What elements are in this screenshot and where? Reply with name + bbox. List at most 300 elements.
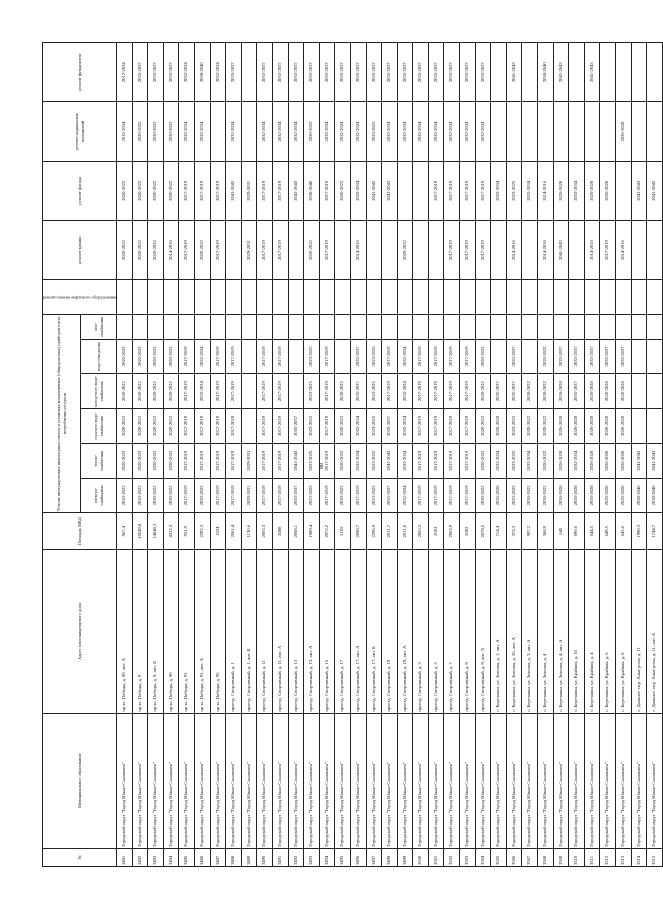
table-row — [553, 43, 569, 867]
cell-heat: 2032-2034 — [397, 443, 413, 478]
cell-area: 2072,2 — [319, 513, 335, 550]
cell-facade — [491, 102, 507, 161]
cell-address: с. Березняки, ул. Зеленая, д. 4, лит. А — [553, 550, 569, 714]
cell-elevator — [397, 280, 413, 315]
cell-electric: 2020-2022 — [522, 478, 538, 513]
cell-hot-water: 2020-2022 — [538, 409, 554, 444]
cell-municipality: Городской округ "Город Южно-Сахалинск" — [584, 713, 600, 848]
table-row — [257, 43, 273, 867]
cell-facade — [553, 102, 569, 161]
rotated-page — [42, 42, 657, 867]
cell-cold-water: 2035-2037 — [569, 374, 585, 409]
cell-foundation: 2038-2040 — [538, 43, 554, 102]
cell-roof: 2014-2016 — [163, 220, 179, 279]
cell-foundation: 2035-2037 — [226, 43, 242, 102]
cell-cold-water: 2020-2022 — [163, 374, 179, 409]
cell-row-num: 3486 — [194, 848, 210, 866]
cell-gas — [132, 315, 148, 340]
cell-facade: 2032-2034 — [272, 102, 288, 161]
cell-sewer: 2020-2022 — [148, 339, 164, 374]
cell-sewer: 2020-2022 — [117, 339, 133, 374]
cell-roof — [569, 220, 585, 279]
cell-municipality: Городской округ "Город Южно-Сахалинск" — [616, 713, 632, 848]
table-row — [366, 43, 382, 867]
cell-municipality: Городской округ "Город Южно-Сахалинск" — [117, 713, 133, 848]
cell-row-num: 3504 — [475, 848, 491, 866]
cell-heat: 2017-2019 — [413, 443, 429, 478]
cell-address: пр-кт. Победы, д. 9, лит. Б — [148, 550, 164, 714]
cell-sewer: 2023-2025 — [366, 339, 382, 374]
cell-hot-water: 2017-2019 — [210, 409, 226, 444]
cell-gas — [600, 315, 616, 340]
cell-facade — [241, 102, 257, 161]
table-row — [335, 43, 351, 867]
cell-sewer — [522, 339, 538, 374]
cell-basement — [413, 161, 429, 220]
cell-address: с. Березняки, ул. Крайняя, д. 10 — [569, 550, 585, 714]
cell-row-num: 3509 — [553, 848, 569, 866]
cell-municipality: Городской округ "Город Южно-Сахалинск" — [226, 713, 242, 848]
cell-basement: 2041-2043 — [366, 161, 382, 220]
cell-hot-water: 2032-2034 — [350, 409, 366, 444]
cell-cold-water: 2017-2019 — [257, 374, 273, 409]
cell-row-num: 3501 — [428, 848, 444, 866]
cell-cold-water: 2035-2037 — [491, 374, 507, 409]
cell-foundation — [569, 43, 585, 102]
cell-electric: 2017-2019 — [460, 478, 476, 513]
cell-heat: 2041-2043 — [288, 443, 304, 478]
cell-facade: 2032-2034 — [335, 102, 351, 161]
cell-electric: 2017-2019 — [413, 478, 429, 513]
cell-area: 2098,7 — [350, 513, 366, 550]
cell-gas — [569, 315, 585, 340]
cell-electric: 2020-2022 — [335, 478, 351, 513]
cell-hot-water: 2020-2022 — [148, 409, 164, 444]
cell-basement: 2020-2022 — [117, 161, 133, 220]
cell-facade: 2020-2025 — [304, 102, 320, 161]
cell-row-num: 3502 — [444, 848, 460, 866]
cell-foundation: 2038-2040 — [194, 43, 210, 102]
cell-row-num: 3483 — [148, 848, 164, 866]
cell-elevator — [335, 280, 351, 315]
cell-elevator — [460, 280, 476, 315]
col-header-metering-group: Ремонт внутридомовых инженерных систем и установка коллективных (общедомовых) приборов учета потребления ресурсов — [43, 315, 81, 513]
cell-area: 2063,9 — [444, 513, 460, 550]
cell-facade — [631, 102, 647, 161]
repair-schedule-table-container — [42, 42, 657, 867]
cell-gas — [148, 315, 164, 340]
cell-electric: 2017-2019 — [257, 478, 273, 513]
cell-hot-water: 2020-2022 — [475, 409, 491, 444]
cell-municipality: Городской округ "Город Южно-Сахалинск" — [538, 713, 554, 848]
cell-gas — [444, 315, 460, 340]
col-header-sewer: водо-отведения — [81, 339, 117, 374]
cell-address: проезд. Спортивный, д. 13 — [288, 550, 304, 714]
cell-electric: 2020-2022 — [132, 478, 148, 513]
cell-address: с. Березняки, ул. Зеленая, д. 4 — [538, 550, 554, 714]
table-row — [319, 43, 335, 867]
cell-area: 690,6 — [569, 513, 585, 550]
cell-elevator — [226, 280, 242, 315]
cell-municipality: Городской округ "Город Южно-Сахалинск" — [491, 713, 507, 848]
cell-sewer: 2020-2022 — [538, 339, 554, 374]
cell-heat: 2020-2022 — [163, 443, 179, 478]
cell-heat: 2041-2043 — [647, 443, 663, 478]
cell-foundation: 2035-2037 — [382, 43, 398, 102]
cell-row-num: 3488 — [226, 848, 242, 866]
cell-foundation: 2035-2037 — [257, 43, 273, 102]
cell-roof — [631, 220, 647, 279]
cell-roof — [413, 220, 429, 279]
cell-sewer: 2020-2022 — [132, 339, 148, 374]
cell-gas — [522, 315, 538, 340]
cell-facade: 2032-2034 — [179, 102, 195, 161]
cell-cold-water: 2026-2028 — [616, 374, 632, 409]
cell-gas — [382, 315, 398, 340]
cell-basement: 2017-2019 — [179, 161, 195, 220]
cell-gas — [350, 315, 366, 340]
cell-sewer: 2035-2037 — [584, 339, 600, 374]
cell-heat: 2017-2019 — [272, 443, 288, 478]
cell-hot-water: 2023-2025 — [304, 409, 320, 444]
cell-basement: 2038-2040 — [304, 161, 320, 220]
cell-heat: 2023-2025 — [304, 443, 320, 478]
cell-area: 1744,7 — [647, 513, 663, 550]
cell-gas — [272, 315, 288, 340]
cell-heat: 2017-2019 — [444, 443, 460, 478]
cell-gas — [179, 315, 195, 340]
col-header-electric: электро-снабжения — [81, 478, 117, 513]
cell-cold-water: 2020-2022 — [522, 374, 538, 409]
cell-facade: 2032-2034 — [350, 102, 366, 161]
cell-row-num: 3494 — [319, 848, 335, 866]
cell-electric: 2032-2034 — [397, 478, 413, 513]
col-header-gas: газо-снабжения — [81, 315, 117, 340]
cell-area: 2082 — [460, 513, 476, 550]
cell-hot-water — [631, 409, 647, 444]
cell-electric: 2017-2019 — [444, 478, 460, 513]
cell-address: проезд. Спортивный, д. 11 — [257, 550, 273, 714]
cell-cold-water: 2020-2022 — [538, 374, 554, 409]
table-body — [117, 43, 663, 867]
cell-address: проезд. Спортивный, д. 17 — [335, 550, 351, 714]
cell-hot-water: 2020-2022 — [335, 409, 351, 444]
cell-row-num: 3514 — [631, 848, 647, 866]
cell-area: 2065,5 — [413, 513, 429, 550]
cell-elevator — [148, 280, 164, 315]
table-row — [132, 43, 148, 867]
cell-electric: 2020-2022 — [194, 478, 210, 513]
cell-elevator — [241, 280, 257, 315]
cell-address: с. Березняки, ул. Крайняя, д. 6 — [600, 550, 616, 714]
cell-basement: 2026-2028 — [600, 161, 616, 220]
cell-facade: 2032-2034 — [194, 102, 210, 161]
cell-gas — [616, 315, 632, 340]
table-row — [194, 43, 210, 867]
cell-hot-water: 2023-2025 — [506, 409, 522, 444]
cell-municipality: Городской округ "Город Южно-Сахалинск" — [319, 713, 335, 848]
cell-facade — [569, 102, 585, 161]
cell-sewer: 2032-2034 — [397, 339, 413, 374]
cell-row-num: 3495 — [335, 848, 351, 866]
cell-gas — [413, 315, 429, 340]
cell-address: с. Березняки, ул. Зеленая, д. 3, лит. А — [522, 550, 538, 714]
cell-elevator — [350, 280, 366, 315]
cell-elevator — [210, 280, 226, 315]
table-row — [569, 43, 585, 867]
cell-row-num: 3491 — [272, 848, 288, 866]
cell-foundation: 2032-2034 — [210, 43, 226, 102]
cell-foundation: 2035-2037 — [335, 43, 351, 102]
cell-elevator — [475, 280, 491, 315]
cell-area: 645 — [553, 513, 569, 550]
cell-area: 4312,3 — [163, 513, 179, 550]
cell-facade — [522, 102, 538, 161]
cell-sewer: 2017-2019 — [179, 339, 195, 374]
cell-gas — [210, 315, 226, 340]
cell-facade — [538, 102, 554, 161]
cell-cold-water: 2032-2034 — [397, 374, 413, 409]
table-row — [272, 43, 288, 867]
cell-electric: 2017-2019 — [179, 478, 195, 513]
cell-elevator — [413, 280, 429, 315]
cell-area: 714,4 — [491, 513, 507, 550]
cell-roof: 2017-2019 — [179, 220, 195, 279]
cell-facade: 2032-2034 — [444, 102, 460, 161]
cell-gas — [163, 315, 179, 340]
cell-roof: 2017-2019 — [210, 220, 226, 279]
cell-facade: 2032-2034 — [382, 102, 398, 161]
cell-heat: 2020-2022 — [117, 443, 133, 478]
cell-municipality: Городской округ "Город Южно-Сахалинск" — [272, 713, 288, 848]
cell-sewer: 2035-2037 — [506, 339, 522, 374]
cell-sewer — [491, 339, 507, 374]
cell-row-num: 3515 — [647, 848, 663, 866]
cell-foundation: 2012-2034 — [117, 43, 133, 102]
table-row — [428, 43, 444, 867]
cell-sewer: 2017-2019 — [319, 339, 335, 374]
cell-cold-water — [241, 374, 257, 409]
table-row — [631, 43, 647, 867]
cell-roof — [428, 220, 444, 279]
cell-elevator — [584, 280, 600, 315]
cell-sewer: 2020-2022 — [475, 339, 491, 374]
cell-municipality: Городской округ "Город Южно-Сахалинск" — [304, 713, 320, 848]
cell-elevator — [304, 280, 320, 315]
cell-address: с. Березняки, ул. Зеленая, д. 26, лит. А — [506, 550, 522, 714]
cell-sewer — [288, 339, 304, 374]
cell-hot-water: 2032-2034 — [397, 409, 413, 444]
cell-area: 2292,3 — [194, 513, 210, 550]
cell-address: с. Березняки, ул. Крайняя, д. 4 — [584, 550, 600, 714]
cell-basement: 2041-2043 — [382, 161, 398, 220]
cell-foundation: 2035-2037 — [475, 43, 491, 102]
table-row — [241, 43, 257, 867]
cell-heat: 2026-2028 — [553, 443, 569, 478]
cell-roof: 2014-2016 — [584, 220, 600, 279]
cell-sewer: 2017-2019 — [444, 339, 460, 374]
cell-municipality: Городской округ "Город Южно-Сахалинск" — [647, 713, 663, 848]
cell-roof — [522, 220, 538, 279]
cell-foundation — [647, 43, 663, 102]
table-row — [382, 43, 398, 867]
cell-roof: 2020-2022 — [117, 220, 133, 279]
cell-roof: 2017-2019 — [475, 220, 491, 279]
cell-electric: 2020-2022 — [148, 478, 164, 513]
cell-facade — [506, 102, 522, 161]
cell-sewer — [241, 339, 257, 374]
cell-cold-water: 2017-2019 — [272, 374, 288, 409]
cell-row-num: 3482 — [132, 848, 148, 866]
cell-heat: 2023-2025 — [506, 443, 522, 478]
cell-roof: 2014-2016 — [538, 220, 554, 279]
cell-hot-water: 2020-2022 — [132, 409, 148, 444]
cell-address: пр-кт. Победы, д. 95 — [210, 550, 226, 714]
cell-foundation: 2035-2037 — [444, 43, 460, 102]
cell-row-num: 3500 — [413, 848, 429, 866]
col-header-basement: ремонт фасада — [43, 161, 117, 220]
cell-gas — [226, 315, 242, 340]
cell-foundation — [241, 43, 257, 102]
cell-heat: 2023-2025 — [366, 443, 382, 478]
cell-heat: 2017-2019 — [226, 443, 242, 478]
cell-electric: 2023-2025 — [506, 478, 522, 513]
cell-gas — [491, 315, 507, 340]
cell-hot-water: 2017-2019 — [179, 409, 195, 444]
cell-cold-water — [288, 374, 304, 409]
cell-elevator — [600, 280, 616, 315]
cell-elevator — [366, 280, 382, 315]
cell-roof: 2017-2019 — [444, 220, 460, 279]
cell-municipality: Городской округ "Город Южно-Сахалинск" — [631, 713, 647, 848]
cell-facade: 2032-2034 — [288, 102, 304, 161]
cell-sewer — [631, 339, 647, 374]
cell-hot-water: 2035-2037 — [382, 409, 398, 444]
cell-row-num: 3510 — [569, 848, 585, 866]
cell-gas — [257, 315, 273, 340]
cell-foundation: 2035-2037 — [366, 43, 382, 102]
cell-sewer: 2032-2034 — [194, 339, 210, 374]
cell-gas — [397, 315, 413, 340]
cell-area: 373,3 — [506, 513, 522, 550]
cell-basement: 2041-2043 — [631, 161, 647, 220]
cell-area: 1130,6 — [241, 513, 257, 550]
cell-cold-water: 2026-2028 — [584, 374, 600, 409]
cell-row-num: 3492 — [288, 848, 304, 866]
cell-area: 2078,5 — [475, 513, 491, 550]
cell-basement: 2020-2022 — [163, 161, 179, 220]
cell-basement: 2017-2019 — [319, 161, 335, 220]
cell-area: 645,6 — [616, 513, 632, 550]
cell-electric: 2017-2019 — [210, 478, 226, 513]
cell-area: 1024 — [210, 513, 226, 550]
cell-facade: 2020-2022 — [132, 102, 148, 161]
cell-area: 2088 — [272, 513, 288, 550]
cell-facade — [210, 102, 226, 161]
cell-address: с. Дальнее, пер. Алые розы, д. 11, лит. А — [647, 550, 663, 714]
cell-gas — [241, 315, 257, 340]
cell-roof — [288, 220, 304, 279]
cell-row-num: 3507 — [522, 848, 538, 866]
cell-address: пр-кт. Победы, д. 90 — [163, 550, 179, 714]
cell-basement: 2017-2019 — [428, 161, 444, 220]
cell-basement: 2041-2043 — [288, 161, 304, 220]
cell-electric: 2020-2022 — [538, 478, 554, 513]
cell-area: 2061,4 — [226, 513, 242, 550]
cell-electric: 2017-2019 — [226, 478, 242, 513]
cell-address: проезд. Спортивный, д. 1, лит. Б — [241, 550, 257, 714]
cell-municipality: Городской округ "Город Южно-Сахалинск" — [444, 713, 460, 848]
cell-roof: 2020-2022 — [397, 220, 413, 279]
page-number: 88 — [317, 463, 323, 469]
cell-municipality: Городской округ "Город Южно-Сахалинск" — [335, 713, 351, 848]
cell-row-num: 3490 — [257, 848, 273, 866]
cell-heat: 2017-2019 — [210, 443, 226, 478]
cell-roof: 2020-2022 — [304, 220, 320, 279]
cell-address: проезд. Спортивный, д. 1 — [226, 550, 242, 714]
cell-address: проезд. Спортивный, д. 9 — [460, 550, 476, 714]
cell-address: проезд. Спортивный, д. 17, лит. Б — [366, 550, 382, 714]
col-header-facade: ремонт подвальных помещений — [43, 102, 117, 161]
cell-row-num: 3498 — [382, 848, 398, 866]
cell-row-num: 3506 — [506, 848, 522, 866]
cell-roof: 2020-2022 — [132, 220, 148, 279]
cell-roof: 2014-2016 — [350, 220, 366, 279]
cell-cold-water — [647, 374, 663, 409]
cell-foundation: 2041-2043 — [506, 43, 522, 102]
cell-row-num: 3499 — [397, 848, 413, 866]
cell-address: проезд. Спортивный, д. 19 — [382, 550, 398, 714]
cell-gas — [288, 315, 304, 340]
cell-cold-water: 2026-2028 — [600, 374, 616, 409]
cell-electric: 2017-2019 — [319, 478, 335, 513]
cell-facade: 2026-2028 — [616, 102, 632, 161]
cell-roof: 2017-2019 — [272, 220, 288, 279]
cell-sewer: 2035-2037 — [569, 339, 585, 374]
cell-hot-water: 2017-2019 — [428, 409, 444, 444]
table-row — [163, 43, 179, 867]
cell-row-num: 3487 — [210, 848, 226, 866]
cell-basement: 2026-2028 — [584, 161, 600, 220]
cell-address: пр-кт. Победы, д. 9 — [132, 550, 148, 714]
cell-electric: 2035-2037 — [382, 478, 398, 513]
cell-row-num: 3481 — [117, 848, 133, 866]
cell-foundation — [600, 43, 616, 102]
cell-municipality: Городской округ "Город Южно-Сахалинск" — [475, 713, 491, 848]
cell-basement: 2020-2022 — [335, 161, 351, 220]
cell-facade: 2032-2034 — [475, 102, 491, 161]
cell-heat: 2041-2043 — [382, 443, 398, 478]
cell-elevator — [163, 280, 179, 315]
cell-foundation: 2032-2034 — [179, 43, 195, 102]
cell-cold-water: 2035-2037 — [350, 374, 366, 409]
cell-hot-water: 2017-2019 — [319, 409, 335, 444]
cell-row-num: 3493 — [304, 848, 320, 866]
col-header-area: Площадь МКД — [43, 513, 117, 550]
repair-schedule-table — [42, 42, 663, 867]
cell-heat: 2026-2028 — [600, 443, 616, 478]
col-header-foundation: ремонт фундамента — [43, 43, 117, 102]
cell-area: 967,4 — [117, 513, 133, 550]
cell-heat: 2020-2022 — [148, 443, 164, 478]
col-header-heat: тепло-снабжения — [81, 443, 117, 478]
cell-address: проезд. Спортивный, д. 17, лит. А — [350, 550, 366, 714]
table-row — [616, 43, 632, 867]
cell-basement — [397, 161, 413, 220]
cell-elevator — [319, 280, 335, 315]
cell-electric: 2026-2028 — [491, 478, 507, 513]
cell-gas — [584, 315, 600, 340]
